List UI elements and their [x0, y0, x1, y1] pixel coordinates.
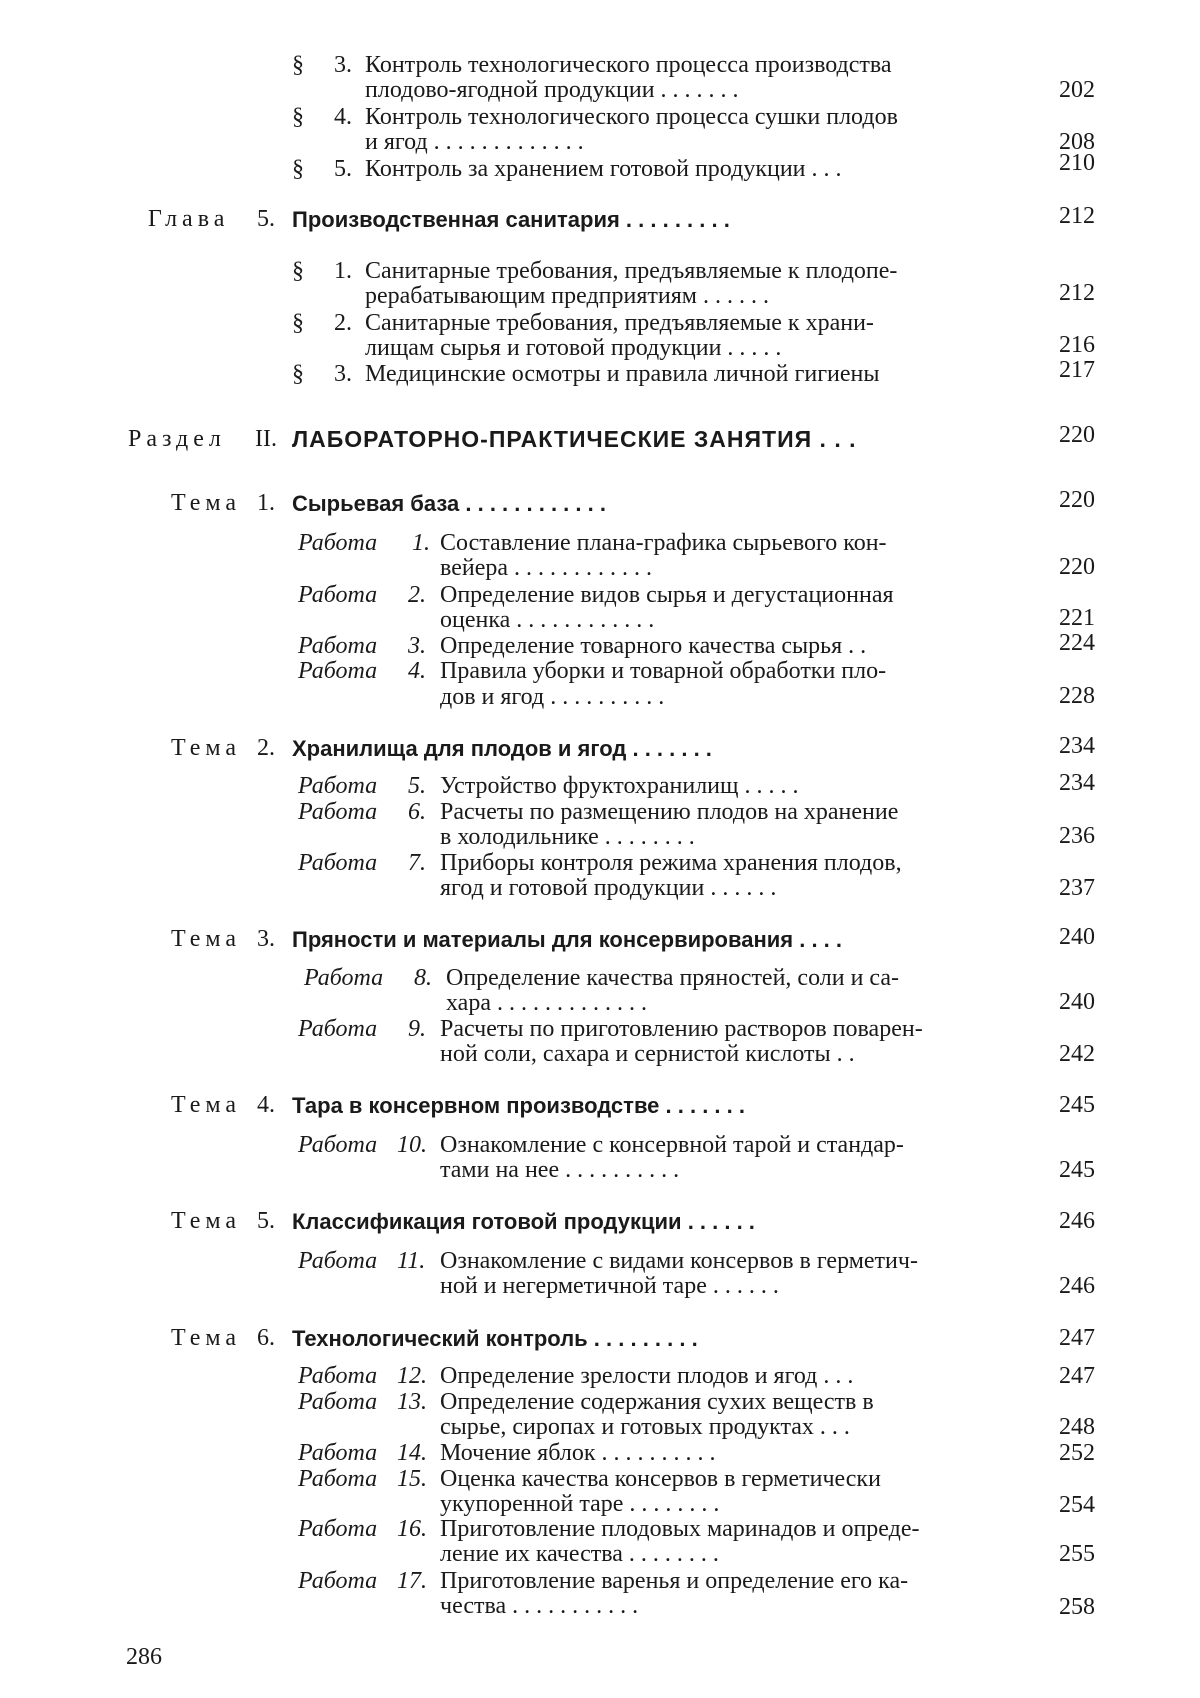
work-label: Работа	[298, 1466, 378, 1492]
entry-number: 4.	[334, 104, 352, 130]
work-label: Работа	[298, 658, 378, 684]
topic-label: Тема	[171, 1092, 242, 1118]
topic-title: Хранилища для плодов и ягод . . . . . . .	[292, 736, 712, 761]
topic-number: 5.	[257, 1208, 275, 1234]
work-number: 7.	[408, 850, 426, 876]
entry-number: 1.	[334, 258, 352, 284]
entry-title: Контроль технологического процесса сушки плодов	[365, 104, 898, 130]
topic-number: 2.	[257, 735, 275, 761]
work-label: Работа	[298, 633, 378, 659]
section-sign: §	[292, 52, 304, 78]
entry-title: Контроль за хранением готовой продукции . . .	[365, 156, 842, 182]
page-ref: 246	[1059, 1208, 1095, 1234]
work-title-cont: ной соли, сахара и сернистой кислоты . .	[440, 1041, 855, 1067]
work-number: 4.	[408, 658, 426, 684]
work-label: Работа	[298, 1389, 378, 1415]
work-title: Определение товарного качества сырья . .	[440, 633, 867, 659]
work-number: 14.	[397, 1440, 427, 1466]
entry-number: 2.	[334, 310, 352, 336]
page-ref: 258	[1059, 1594, 1095, 1620]
entry-number: 3.	[334, 52, 352, 78]
work-title: Приборы контроля режима хранения плодов,	[440, 850, 902, 876]
topic-title: Пряности и материалы для консервирования . . . .	[292, 927, 843, 952]
page-ref: 234	[1059, 770, 1095, 796]
topic-label: Тема	[171, 1325, 242, 1351]
page-number: 286	[126, 1644, 162, 1670]
work-title-cont: сырье, сиропах и готовых продуктах . . .	[440, 1414, 850, 1440]
work-title: Определение зрелости плодов и ягод . . .	[440, 1363, 854, 1389]
work-title: Расчеты по размещению плодов на хранение	[440, 799, 899, 825]
work-title: Ознакомление с консервной тарой и стандар-	[440, 1132, 904, 1158]
work-number: 6.	[408, 799, 426, 825]
work-title: Составление плана-графика сырьевого кон-	[440, 530, 887, 556]
work-title-cont: в холодильнике . . . . . . . .	[440, 824, 695, 850]
entry-title-cont: рерабатывающим предприятиям . . . . . .	[365, 283, 769, 309]
page-ref: 228	[1059, 683, 1095, 709]
work-label: Работа	[298, 799, 378, 825]
topic-title: Технологический контроль . . . . . . . . .	[292, 1326, 698, 1351]
page-ref: 208	[1059, 129, 1095, 155]
page-ref: 252	[1059, 1440, 1095, 1466]
page-ref: 234	[1059, 733, 1095, 759]
entry-title: Санитарные требования, предъявляемые к храни-	[365, 310, 874, 336]
topic-number: 3.	[257, 926, 275, 952]
work-number: 2.	[408, 582, 426, 608]
page-ref: 212	[1059, 203, 1095, 229]
work-number: 13.	[397, 1389, 427, 1415]
topic-label: Тема	[171, 490, 242, 516]
work-title: Мочение яблок . . . . . . . . . .	[440, 1440, 716, 1466]
page-ref: 220	[1059, 422, 1095, 448]
part-label: Раздел	[128, 426, 226, 452]
page-ref: 254	[1059, 1492, 1095, 1518]
topic-number: 6.	[257, 1325, 275, 1351]
work-label: Работа	[298, 850, 378, 876]
topic-title: Тара в консервном производстве . . . . . . .	[292, 1093, 745, 1118]
work-number: 3.	[408, 633, 426, 659]
work-number: 17.	[397, 1568, 427, 1594]
work-title: Определение качества пряностей, соли и са-	[446, 965, 900, 991]
page-ref: 247	[1059, 1363, 1095, 1389]
entry-title: Санитарные требования, предъявляемые к плодопе-	[365, 258, 898, 284]
work-title-cont: ной и негерметичной таре . . . . . .	[440, 1273, 779, 1299]
work-title: Приготовление плодовых маринадов и опреде-	[440, 1516, 920, 1542]
work-label: Работа	[298, 1516, 378, 1542]
page-ref: 240	[1059, 989, 1095, 1015]
work-number: 10.	[397, 1132, 427, 1158]
work-number: 1.	[412, 530, 430, 556]
work-label: Работа	[298, 1132, 378, 1158]
topic-label: Тема	[171, 1208, 242, 1234]
work-number: 5.	[408, 773, 426, 799]
section-sign: §	[292, 361, 304, 387]
entry-title: Медицинские осмотры и правила личной гигиены	[365, 361, 880, 387]
chapter-label: Глава	[148, 206, 230, 232]
page-ref: 217	[1059, 357, 1095, 383]
work-title: Оценка качества консервов в герметически	[440, 1466, 881, 1492]
work-title: Определение содержания сухих веществ в	[440, 1389, 874, 1415]
page-ref: 248	[1059, 1414, 1095, 1440]
page-ref: 202	[1059, 77, 1095, 103]
work-title: Ознакомление с видами консервов в герметич-	[440, 1248, 918, 1274]
work-title-cont: оценка . . . . . . . . . . . .	[440, 607, 655, 633]
entry-title: Контроль технологического процесса производства	[365, 52, 892, 78]
work-number: 15.	[397, 1466, 427, 1492]
topic-label: Тема	[171, 926, 242, 952]
page-ref: 221	[1059, 605, 1095, 631]
work-title-cont: укупоренной таре . . . . . . . .	[440, 1491, 720, 1517]
page-ref: 242	[1059, 1041, 1095, 1067]
section-sign: §	[292, 104, 304, 130]
page-ref: 224	[1059, 630, 1095, 656]
page-ref: 245	[1059, 1092, 1095, 1118]
work-title: Правила уборки и товарной обработки пло-	[440, 658, 887, 684]
section-sign: §	[292, 156, 304, 182]
work-number: 11.	[397, 1248, 426, 1274]
work-title-cont: ление их качества . . . . . . . .	[440, 1541, 719, 1567]
page-ref: 245	[1059, 1157, 1095, 1183]
work-label: Работа	[298, 773, 378, 799]
topic-title: Сырьевая база . . . . . . . . . . . .	[292, 491, 606, 516]
work-title-cont: вейера . . . . . . . . . . . .	[440, 555, 652, 581]
page-ref: 220	[1059, 554, 1095, 580]
entry-title-cont: и ягод . . . . . . . . . . . . .	[365, 129, 584, 155]
page-ref: 247	[1059, 1325, 1095, 1351]
work-label: Работа	[298, 1248, 378, 1274]
entry-number: 3.	[334, 361, 352, 387]
page-ref: 237	[1059, 875, 1095, 901]
work-title: Устройство фруктохранилищ . . . . .	[440, 773, 799, 799]
chapter-title: Производственная санитария . . . . . . . . .	[292, 207, 730, 232]
work-title: Расчеты по приготовлению растворов поварен-	[440, 1016, 923, 1042]
page-ref: 246	[1059, 1273, 1095, 1299]
work-title-cont: ягод и готовой продукции . . . . . .	[440, 875, 777, 901]
topic-number: 1.	[257, 490, 275, 516]
topic-title: Классификация готовой продукции . . . . . .	[292, 1209, 755, 1234]
work-title-cont: хара . . . . . . . . . . . . .	[446, 990, 647, 1016]
work-title: Определение видов сырья и дегустационная	[440, 582, 894, 608]
page-ref: 220	[1059, 487, 1095, 513]
entry-title-cont: лищам сырья и готовой продукции . . . . .	[365, 335, 782, 361]
work-label: Работа	[298, 1016, 378, 1042]
work-label: Работа	[298, 1440, 378, 1466]
work-number: 16.	[397, 1516, 427, 1542]
work-number: 8.	[414, 965, 432, 991]
work-title-cont: дов и ягод . . . . . . . . . .	[440, 684, 665, 710]
chapter-number: 5.	[257, 206, 275, 232]
section-sign: §	[292, 258, 304, 284]
entry-title-cont: плодово-ягодной продукции . . . . . . .	[365, 77, 739, 103]
page-ref: 236	[1059, 823, 1095, 849]
work-number: 9.	[408, 1016, 426, 1042]
topic-number: 4.	[257, 1092, 275, 1118]
page-ref: 255	[1059, 1541, 1095, 1567]
topic-label: Тема	[171, 735, 242, 761]
work-title-cont: чества . . . . . . . . . . .	[440, 1593, 639, 1619]
work-label: Работа	[298, 530, 378, 556]
entry-number: 5.	[334, 156, 352, 182]
work-label: Работа	[298, 582, 378, 608]
page-ref: 210	[1059, 150, 1095, 176]
page-ref: 212	[1059, 280, 1095, 306]
part-title: ЛАБОРАТОРНО-ПРАКТИЧЕСКИЕ ЗАНЯТИЯ . . .	[292, 426, 857, 452]
work-label: Работа	[298, 1363, 378, 1389]
page-ref: 216	[1059, 332, 1095, 358]
work-number: 12.	[397, 1363, 427, 1389]
work-title-cont: тами на нее . . . . . . . . . .	[440, 1157, 680, 1183]
work-label: Работа	[304, 965, 384, 991]
page-ref: 240	[1059, 924, 1095, 950]
work-label: Работа	[298, 1568, 378, 1594]
work-title: Приготовление варенья и определение его ка-	[440, 1568, 909, 1594]
section-sign: §	[292, 310, 304, 336]
part-number: II.	[255, 426, 277, 452]
